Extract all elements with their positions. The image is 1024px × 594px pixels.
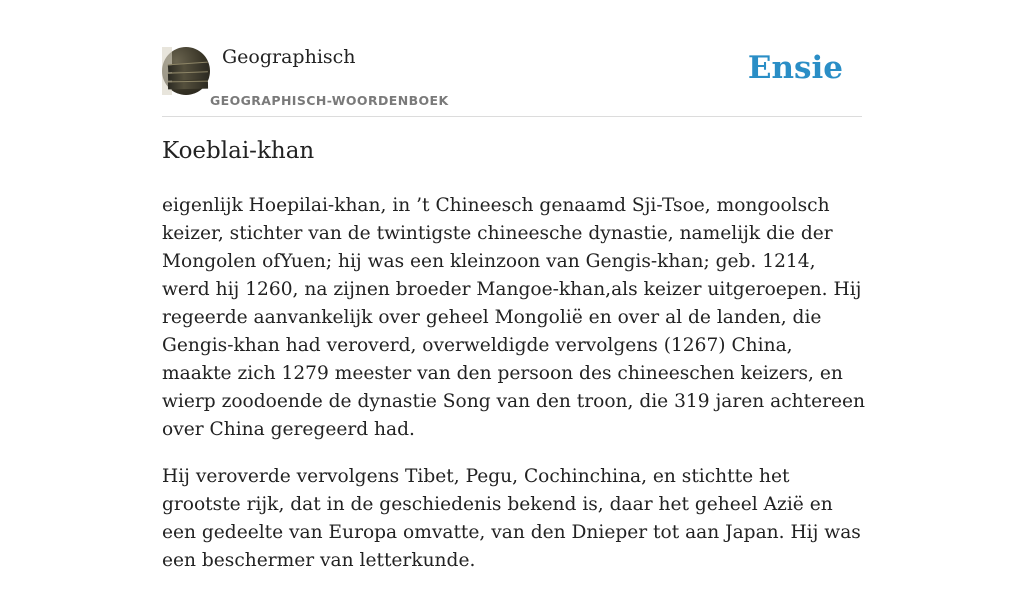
- publication-name[interactable]: Geographisch: [222, 46, 356, 68]
- publication-avatar[interactable]: [162, 47, 210, 95]
- article-body: [162, 192, 866, 594]
- brand-logo[interactable]: Ensie: [747, 50, 843, 86]
- article-title: Koeblai-khan: [162, 138, 315, 164]
- avatar-book: [168, 71, 208, 80]
- avatar-book: [168, 81, 208, 90]
- publication-slug[interactable]: GEOGRAPHISCH-WOORDENBOEK: [210, 93, 449, 108]
- article-paragraph: eigenlijk Hoepilai-khan, in ’t Chineesch genaamd Sji-Tsoe, mongoolsch keizer, stichter van de twintigste chineesche dynastie, namelijk die der Mongolen ofYuen; hij was een kleinzoon van Gengis-khan; geb. 1214, werd hij 1260, na zijnen broeder Mangoe-khan,als keizer uitgeroepen. Hij regeerde aanvankelijk over geheel Mongolië en over al de landen, die Gengis-khan had veroverd, overweldigde vervolgens (1267) China, maakte zich 1279 meester van den persoon des chineeschen keizers, en wierp zoodoende de dynastie Song van den troon, die 319 jaren achtereen over China geregeerd had.: [162, 195, 865, 440]
- header: [162, 40, 862, 117]
- article-paragraph: Hij veroverde vervolgens Tibet, Pegu, Cochinchina, en stichtte het grootste rijk, dat in de geschiedenis bekend is, daar het geheel Azië en een gedeelte van Europa omvatte, van den Dnieper tot aan Japan. Hij was een beschermer van letterkunde.: [162, 466, 861, 571]
